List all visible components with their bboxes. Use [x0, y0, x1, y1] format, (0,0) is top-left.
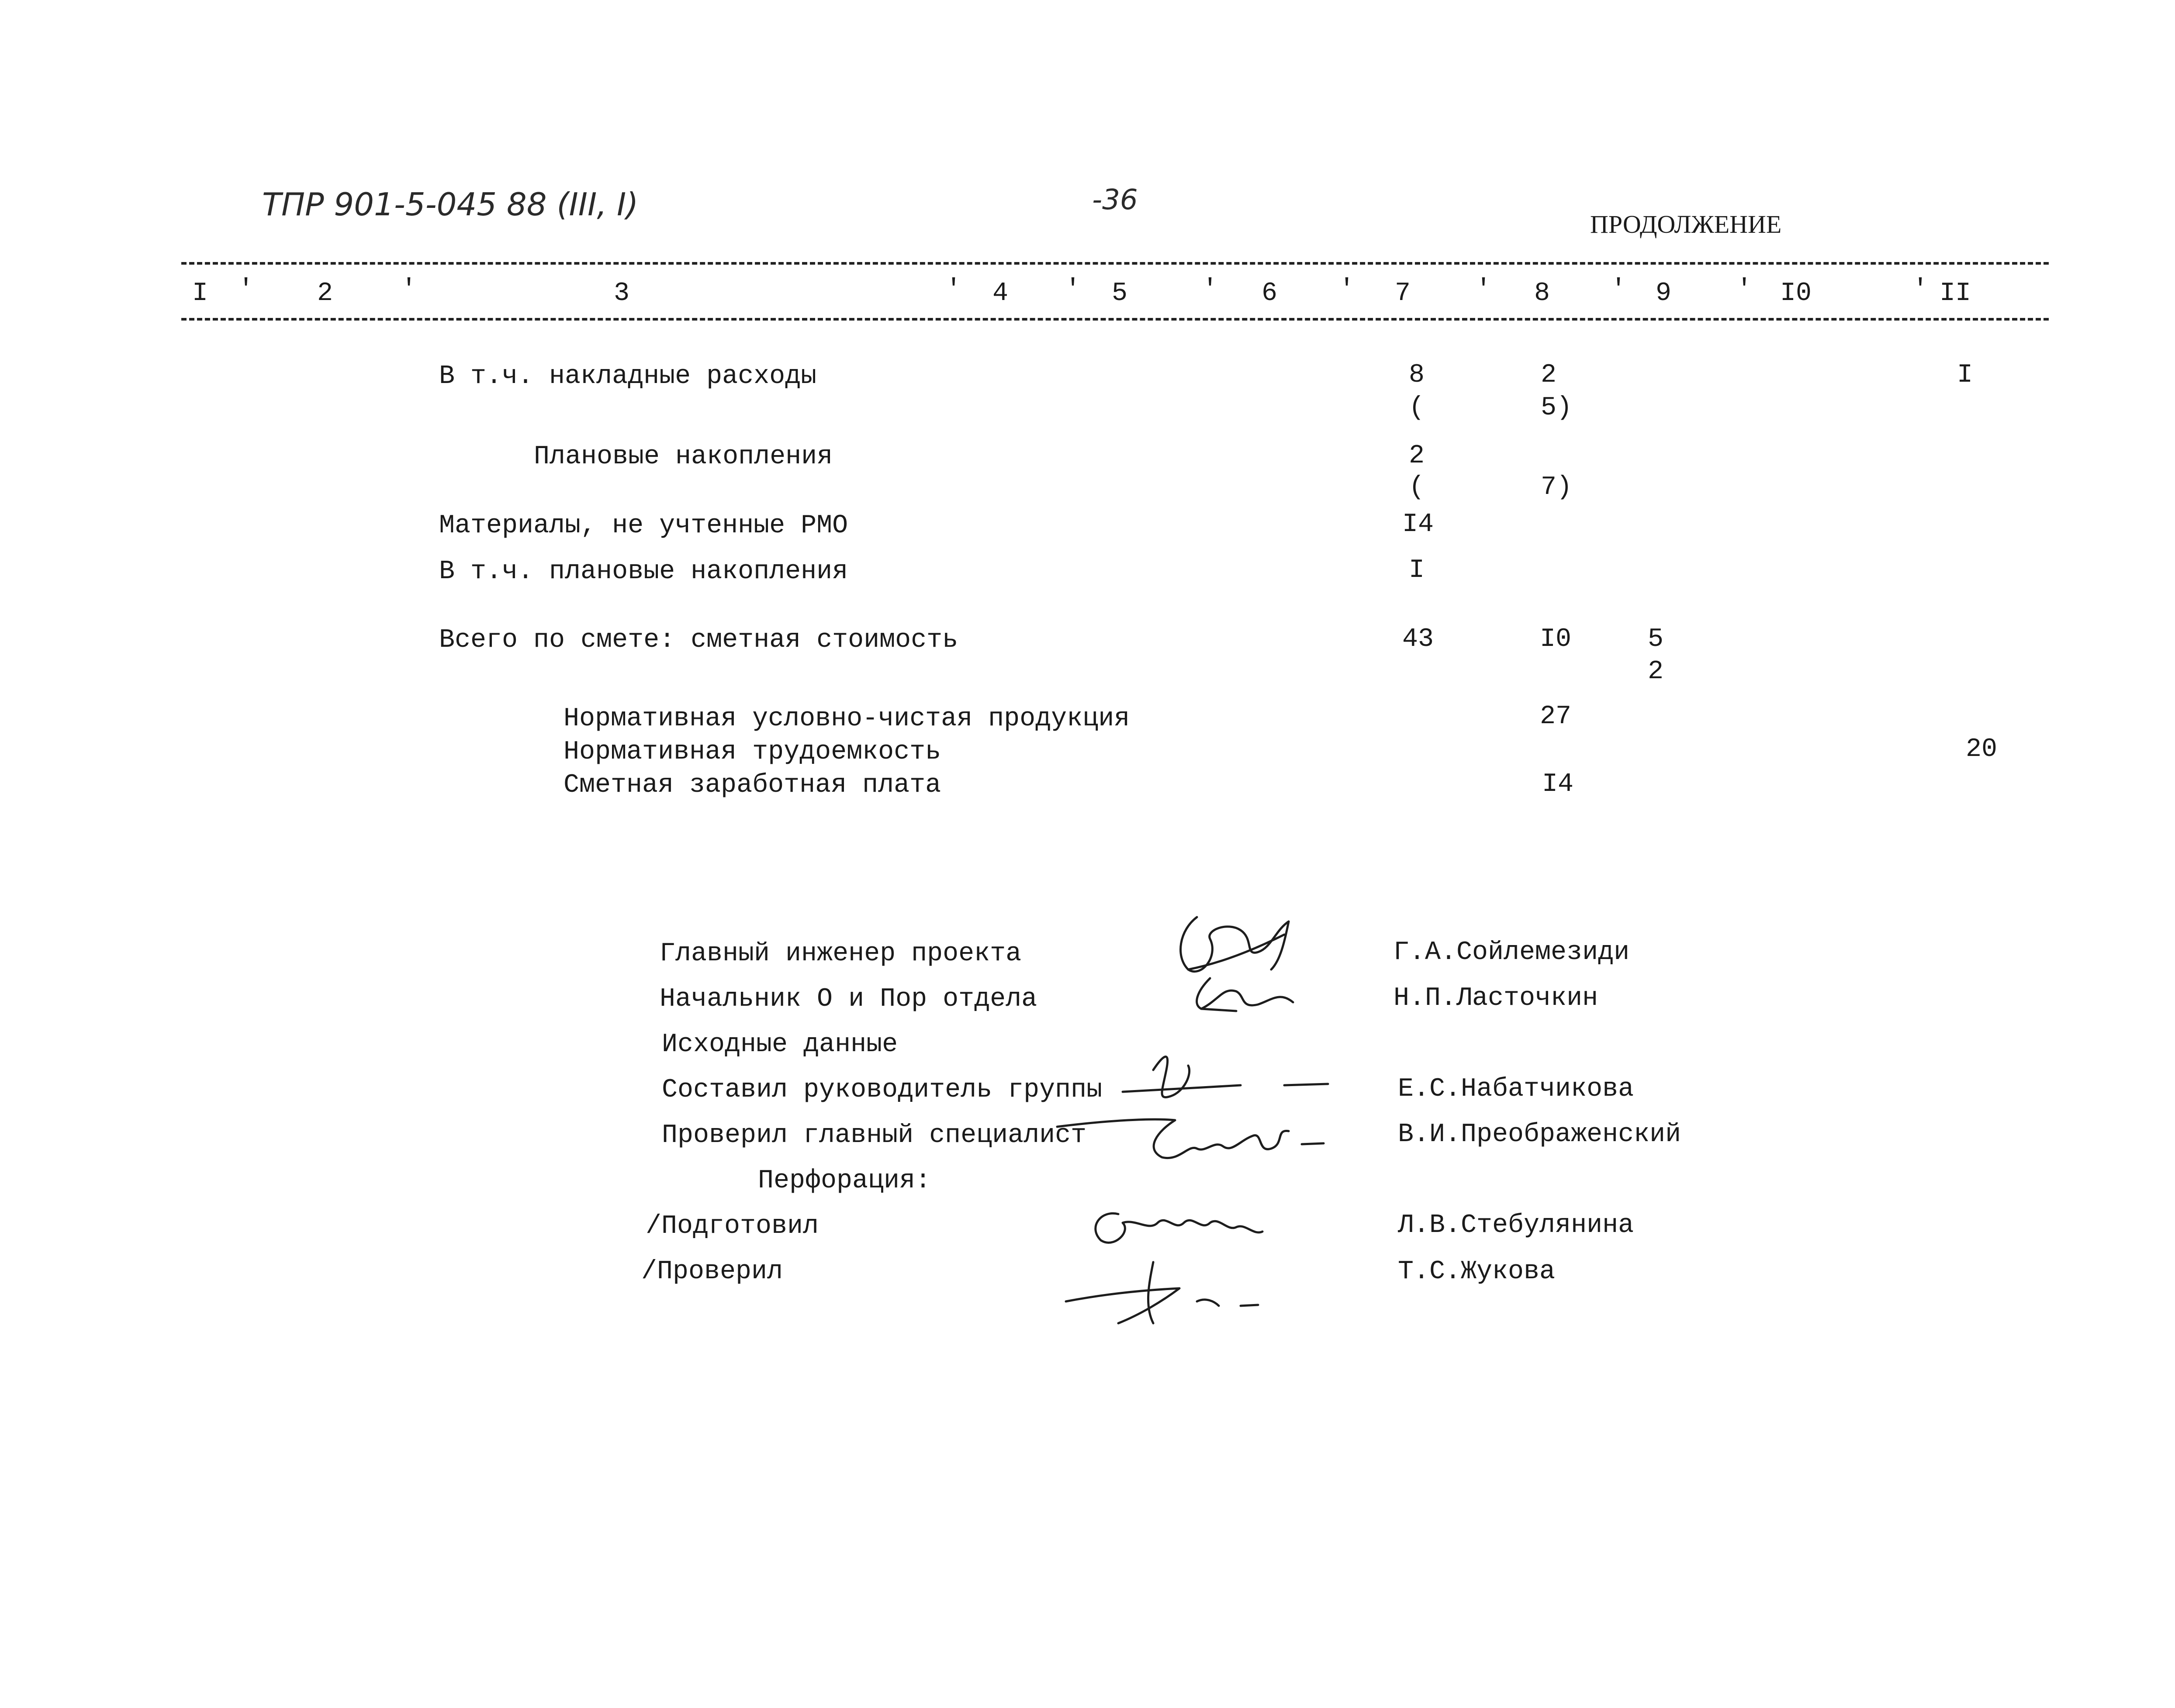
cell-col8: 27 [1540, 702, 1572, 732]
column-separator: ' [1736, 275, 1753, 305]
column-separator: ' [1611, 275, 1627, 305]
cell-col7: 2 [1409, 441, 1425, 471]
row-label: Нормативная условно-чистая продукция [564, 704, 1130, 734]
column-header-1: I [192, 279, 208, 308]
document-code: ТПР 901-5-045 88 (III, I) [262, 186, 639, 223]
cell-col11: I [1957, 360, 1973, 390]
signature-role: Главный инженер проекта [660, 939, 1022, 969]
column-header-7: 7 [1395, 279, 1411, 308]
cell-col8: 5) [1541, 393, 1573, 423]
signature-role: Составил руководитель группы [662, 1075, 1103, 1105]
signatory-name: Л.В.Стебулянина [1398, 1211, 1634, 1240]
handwritten-signature [1171, 904, 1315, 1018]
signature-role: /Подготовил [646, 1211, 819, 1241]
row-label: Материалы, не учтенные РМО [439, 511, 848, 541]
signatory-name: Т.С.Жукова [1398, 1257, 1556, 1287]
signature-role: Исходные данные [662, 1030, 898, 1059]
row-label: Нормативная трудоемкость [564, 737, 941, 767]
cell-col8: I0 [1540, 625, 1572, 654]
signatory-name: Н.П.Ласточкин [1394, 983, 1598, 1013]
signatory-name: В.И.Преображенский [1398, 1120, 1681, 1149]
row-label: Всего по смете: сметная стоимость [439, 625, 958, 655]
cell-col7: ( [1409, 393, 1425, 423]
cell-col9: 2 [1648, 657, 1664, 687]
column-separator: ' [238, 275, 254, 305]
column-header-9: 9 [1656, 279, 1672, 308]
column-header-11: II [1940, 279, 1971, 308]
signatory-name: Е.С.Набатчикова [1398, 1074, 1634, 1104]
cell-col8: 2 [1541, 360, 1557, 390]
cell-col11: 20 [1966, 735, 1998, 764]
column-header-6: 6 [1262, 279, 1278, 308]
cell-col9: 5 [1648, 625, 1664, 654]
column-separator: ' [1912, 275, 1929, 305]
column-header-4: 4 [992, 279, 1009, 308]
column-separator: ' [1202, 275, 1218, 305]
row-label: Плановые накопления [534, 442, 833, 472]
cell-col8: 7) [1541, 473, 1573, 502]
handwritten-signature [1066, 1197, 1311, 1336]
column-separator: ' [1476, 275, 1492, 305]
column-separator: ' [1339, 275, 1355, 305]
signature-role: Начальник О и Пор отдела [660, 984, 1037, 1014]
row-label: В т.ч. накладные расходы [439, 362, 817, 391]
page-number: -36 [1092, 184, 1138, 216]
cell-col7: ( [1409, 473, 1425, 502]
signature-role: Перфорация: [758, 1166, 931, 1196]
signature-role: /Проверил [641, 1257, 783, 1287]
column-separator: ' [946, 275, 962, 305]
cell-col7: 8 [1409, 360, 1425, 390]
column-header-8: 8 [1534, 279, 1550, 308]
cell-col7: I [1409, 556, 1425, 585]
row-label: Сметная заработная плата [564, 770, 941, 800]
header-top-rule [181, 262, 2049, 265]
column-separator: ' [401, 275, 417, 305]
signatory-name: Г.А.Сойлемезиди [1394, 938, 1630, 967]
row-label: В т.ч. плановые накопления [439, 557, 848, 587]
cell-col8: I4 [1542, 769, 1574, 799]
cell-col7: 43 [1402, 625, 1434, 654]
signature-role: Проверил главный специалист [662, 1121, 1087, 1150]
column-header-2: 2 [317, 279, 333, 308]
continuation-label: ПРОДОЛЖЕНИЕ [1590, 210, 1782, 238]
column-header-10: I0 [1780, 279, 1812, 308]
handwritten-signature [1057, 1044, 1341, 1179]
cell-col7: I4 [1402, 510, 1434, 539]
column-header-3: 3 [614, 279, 630, 308]
column-separator: ' [1065, 275, 1081, 305]
column-header-5: 5 [1112, 279, 1128, 308]
header-bottom-rule [181, 318, 2049, 321]
